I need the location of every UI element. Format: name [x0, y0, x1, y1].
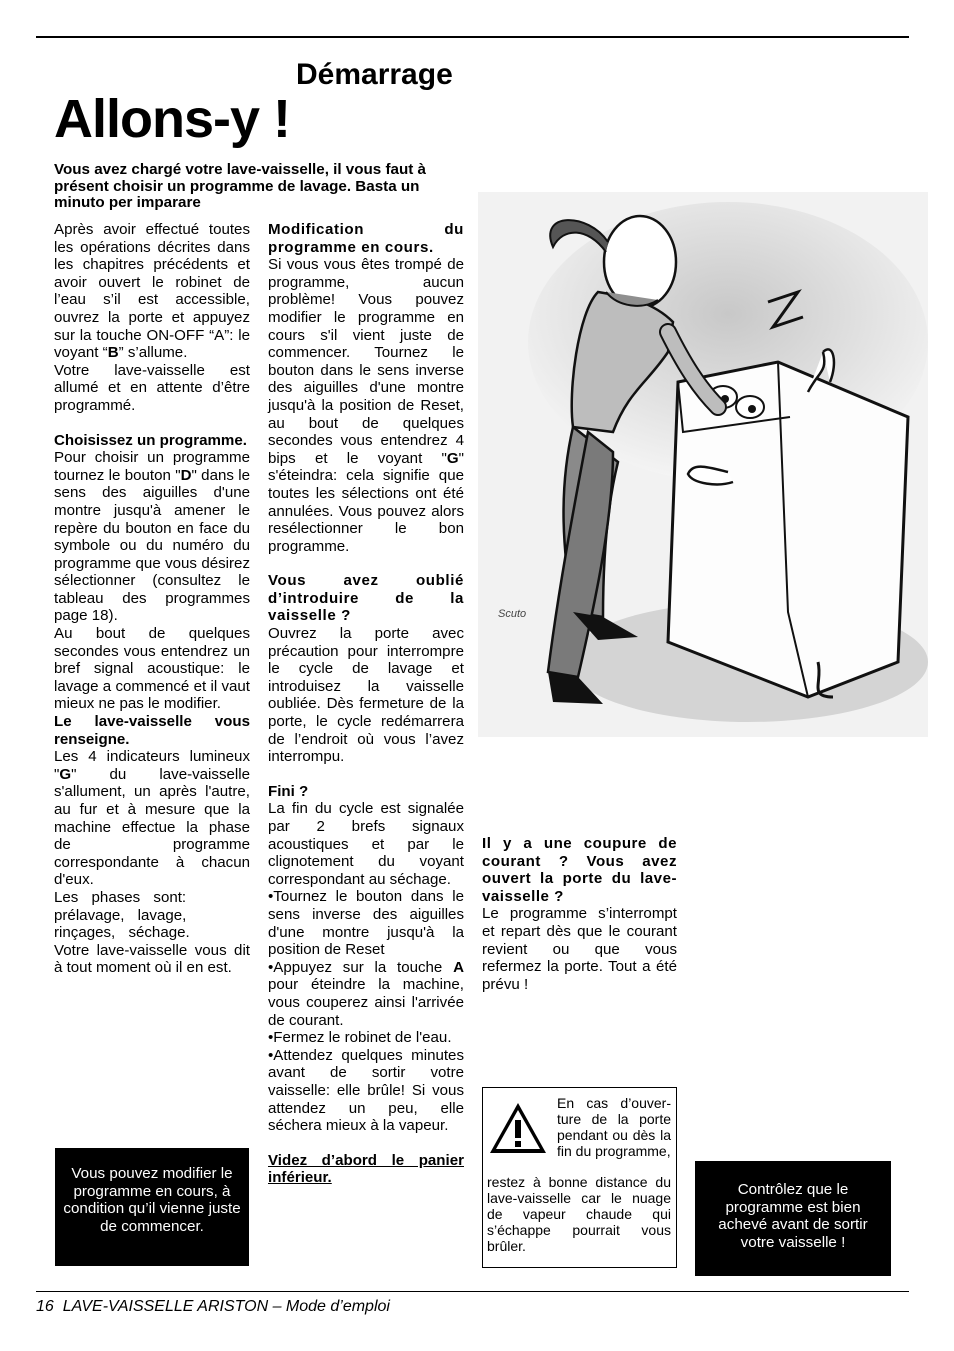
section-subtitle: Démarrage [296, 58, 453, 91]
section-heading: Modification du programme en cours. [268, 221, 464, 256]
page-footer [36, 1298, 390, 1316]
paragraph: Votre lave-vaisselle vous dit à tout moment où il en est. [54, 941, 250, 977]
column-middle [268, 221, 464, 1187]
info-box-check-program: Contrôlez que le programme est bien achevé avant de sortir votre vaisselle ! [695, 1161, 891, 1276]
warning-text-continued: restez à bonne distance du lave-vaisselle car le nuage de vapeur chaude qui s’échappe pourrait vous brûler. [487, 1174, 671, 1254]
top-rule [36, 36, 909, 38]
illustration-signature: Scuto [498, 608, 527, 620]
paragraph: •Tournez le bouton dans le sens inverse des aiguilles d'une montre jusqu'à la position de Reset [268, 888, 464, 959]
section-heading: Choisissez un programme. [54, 431, 247, 449]
intro-text: Vous avez chargé votre lave-vaisselle, il vous faut à présent choisir un programme de lavage. Basta un minuto per imparare [54, 161, 426, 211]
emphasis-note: Videz d’abord le panier inférieur. [268, 1151, 464, 1187]
info-box-modify-program: Vous pouvez modifier le programme en cours, à condition qu’il vienne juste de commencer. [55, 1148, 249, 1266]
paragraph: Les 4 indicateurs lumineux "G" du lave-vaisselle s'allument, un après l'autre, au fur et à mesure que la machine effectue la phase de programme correspondante à chacun d'eux. [54, 748, 250, 889]
paragraph: •Appuyez sur la touche A pour éteindre la machine, vous couperez ainsi l'arrivée de courant. [268, 958, 464, 1029]
paragraph: Si vous vous êtes trompé de programme, aucun problème! Vous pouvez modifier le programme en cours s'il vient juste de commencer. Tournez le bouton dans le sens inverse des aiguilles d'une montre jusqu'à la position de Reset, au bout de quelques secondes vous entendrez 4 bips et le voyant "G" s'éteindra: cela signifie que toutes les sélections ont été annulées. Vous pouvez alors resélectionner le bon programme. [268, 256, 464, 555]
section-heading: Il y a une coupure de courant ? Vous avez ouvert la porte du lave-vaisselle ? [482, 835, 677, 905]
paragraph: Pour choisir un programme tournez le bouton "D" dans le sens des aiguilles d'une montre jusqu'à amener le repère du bouton en face du symbole ou du numéro du programme que vous désirez sélectionner (consultez le tableau des programmes page 18). [54, 449, 250, 625]
paragraph: Votre lave-vaisselle est allumé et en attente d’être programmé. [54, 361, 250, 414]
paragraph: •Attendez quelques minutes avant de sortir votre vaisselle: elle brûle! Si vous attendez un peu, elle séchera mieux à la vapeur. [268, 1046, 464, 1135]
footer-text: LAVE-VAISSELLE ARISTON – Mode d’emploi [62, 1298, 390, 1315]
paragraph: Le programme s’interrompt et repart dès que le courant revient ou que vous refermez la porte. Tout a été prévu ! [482, 905, 677, 993]
column-right [482, 835, 677, 993]
page-number: 16 [36, 1298, 54, 1315]
paragraph: Après avoir effectué toutes les opérations décrites dans les chapitres précédents et avoir ouvert le robinet de l’eau s’il est accessible, ouvrez la porte et appuyez sur la touche ON-OFF “A”: le voyant “B” s’allume. [54, 221, 250, 362]
paragraph: Les phases sont: prélavage, lavage, rinçages, séchage. [54, 888, 190, 942]
bottom-rule [36, 1291, 909, 1292]
section-heading: Fini ? [268, 782, 309, 800]
column-left [54, 221, 250, 977]
section-heading: Vous avez oublié d’introduire de la vaisselle ? [268, 572, 464, 625]
warning-triangle-icon [487, 1100, 549, 1156]
paragraph: •Fermez le robinet de l'eau. [268, 1029, 452, 1047]
paragraph: La fin du cycle est signalée par 2 brefs signaux acoustiques et par le clignotement du voyant correspondant au séchage. [268, 800, 464, 888]
section-heading: Le lave-vaisselle vous renseigne. [54, 713, 250, 748]
page-title: Allons-y ! [54, 89, 291, 149]
warning-box [482, 1087, 677, 1268]
warning-text: En cas d’ouver-ture de la porte pendant ou dès la fin du programme, [557, 1095, 671, 1159]
paragraph: Au bout de quelques secondes vous entendrez un bref signal acoustique: le lavage a commencé et il vaut mieux ne pas le modifier. [54, 625, 250, 713]
illustration-woman-dishwasher [478, 192, 928, 737]
paragraph: Ouvrez la porte avec précaution pour interrompre le cycle de lavage et introduisez la vaisselle oubliée. Dès fermeture de la porte, le cycle redémarrera de l’endroit où vous l’avez interrompu. [268, 625, 464, 766]
